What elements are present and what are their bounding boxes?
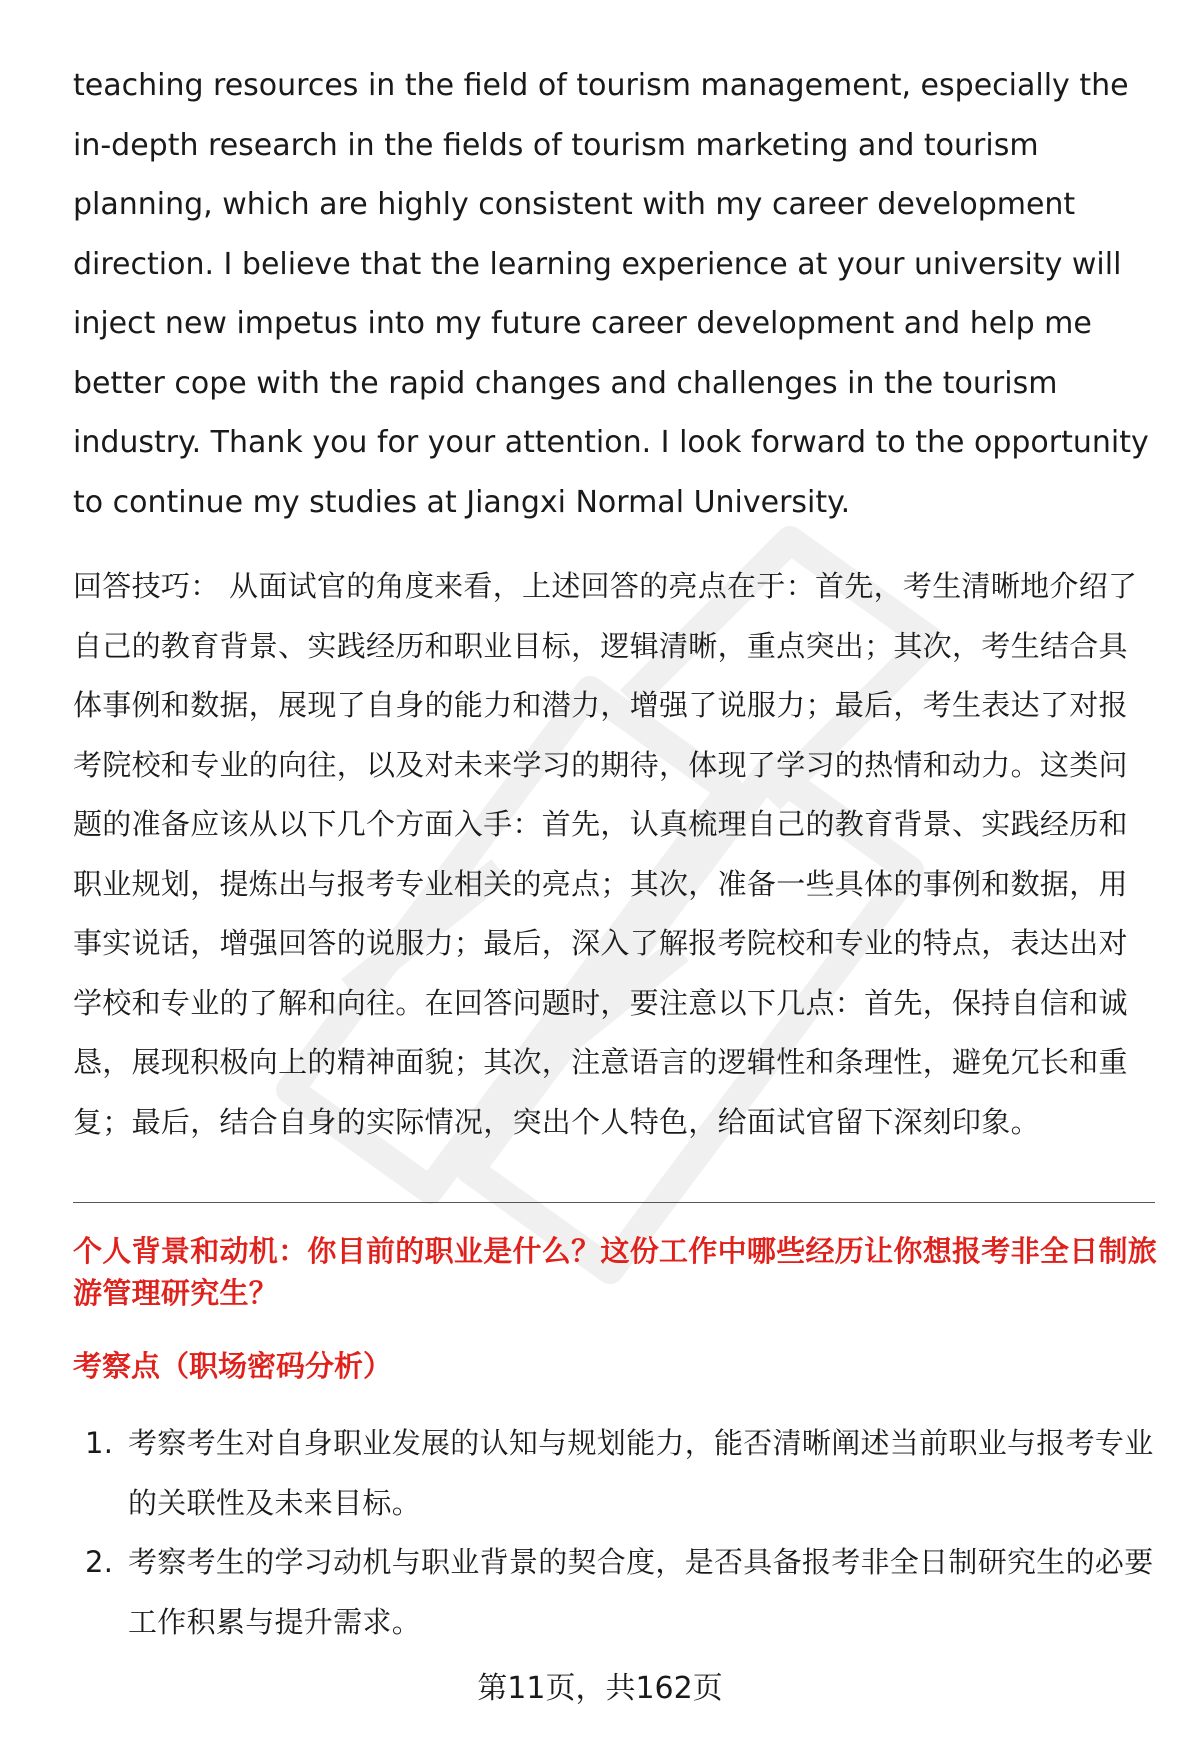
assessment-points-title: 考察点（职场密码分析） <box>73 1349 393 1383</box>
list-item-text: 考察考生对自身职业发展的认知与规划能力，能否清晰阐述当前职业与报考专业的关联性及未来目标。 <box>128 1426 1154 1520</box>
page-number-footer: 第11页，共162页 <box>477 1671 723 1706</box>
assessment-points-list <box>73 1414 1155 1652</box>
list-item <box>73 1533 1155 1652</box>
section-divider <box>73 1202 1155 1203</box>
answer-tips-paragraph: 回答技巧： 从面试官的角度来看，上述回答的亮点在于：首先，考生清晰地介绍了自己的教育背景、实践经历和职业目标，逻辑清晰，重点突出；其次，考生结合具体事例和数据，展现了自身的能力和潜力，增强了说服力；最后，考生表达了对报考院校和专业的向往，以及对未来学习的期待，体现了学习的热情和动力。这类问题的准备应该从以下几个方面入手：首先，认真梳理自己的教育背景、实践经历和职业规划，提炼出与报考专业相关的亮点；其次，准备一些具体的事例和数据，用事实说话，增强回答的说服力；最后，深入了解报考院校和专业的特点，表达出对学校和专业的了解和向往。在回答问题时，要注意以下几点：首先，保持自信和诚恳，展现积极向上的精神面貌；其次，注意语言的逻辑性和条理性，避免冗长和重复；最后，结合自身的实际情况，突出个人特色，给面试官留下深刻印象。 <box>73 569 1138 1139</box>
list-item <box>73 1414 1155 1533</box>
answer-continuation-paragraph: teaching resources in the field of tourism management, especially the in-depth research in the fields of tourism marketing and tourism planning, which are highly consistent with my career development direction. I believe that the learning experience at your university will inject new impetus into my future career development and help me better cope with the rapid changes and challenges in the tourism industry. Thank you for your attention. I look forward to the opportunity to continue my studies at Jiangxi Normal University. <box>73 68 1149 520</box>
list-item-number: 1. <box>85 1426 114 1460</box>
question-heading: 个人背景和动机：你目前的职业是什么？这份工作中哪些经历让你想报考非全日制旅游管理研究生？ <box>73 1234 1158 1310</box>
list-item-text: 考察考生的学习动机与职业背景的契合度，是否具备报考非全日制研究生的必要工作积累与提升需求。 <box>128 1545 1154 1639</box>
list-item-number: 2. <box>85 1545 114 1579</box>
